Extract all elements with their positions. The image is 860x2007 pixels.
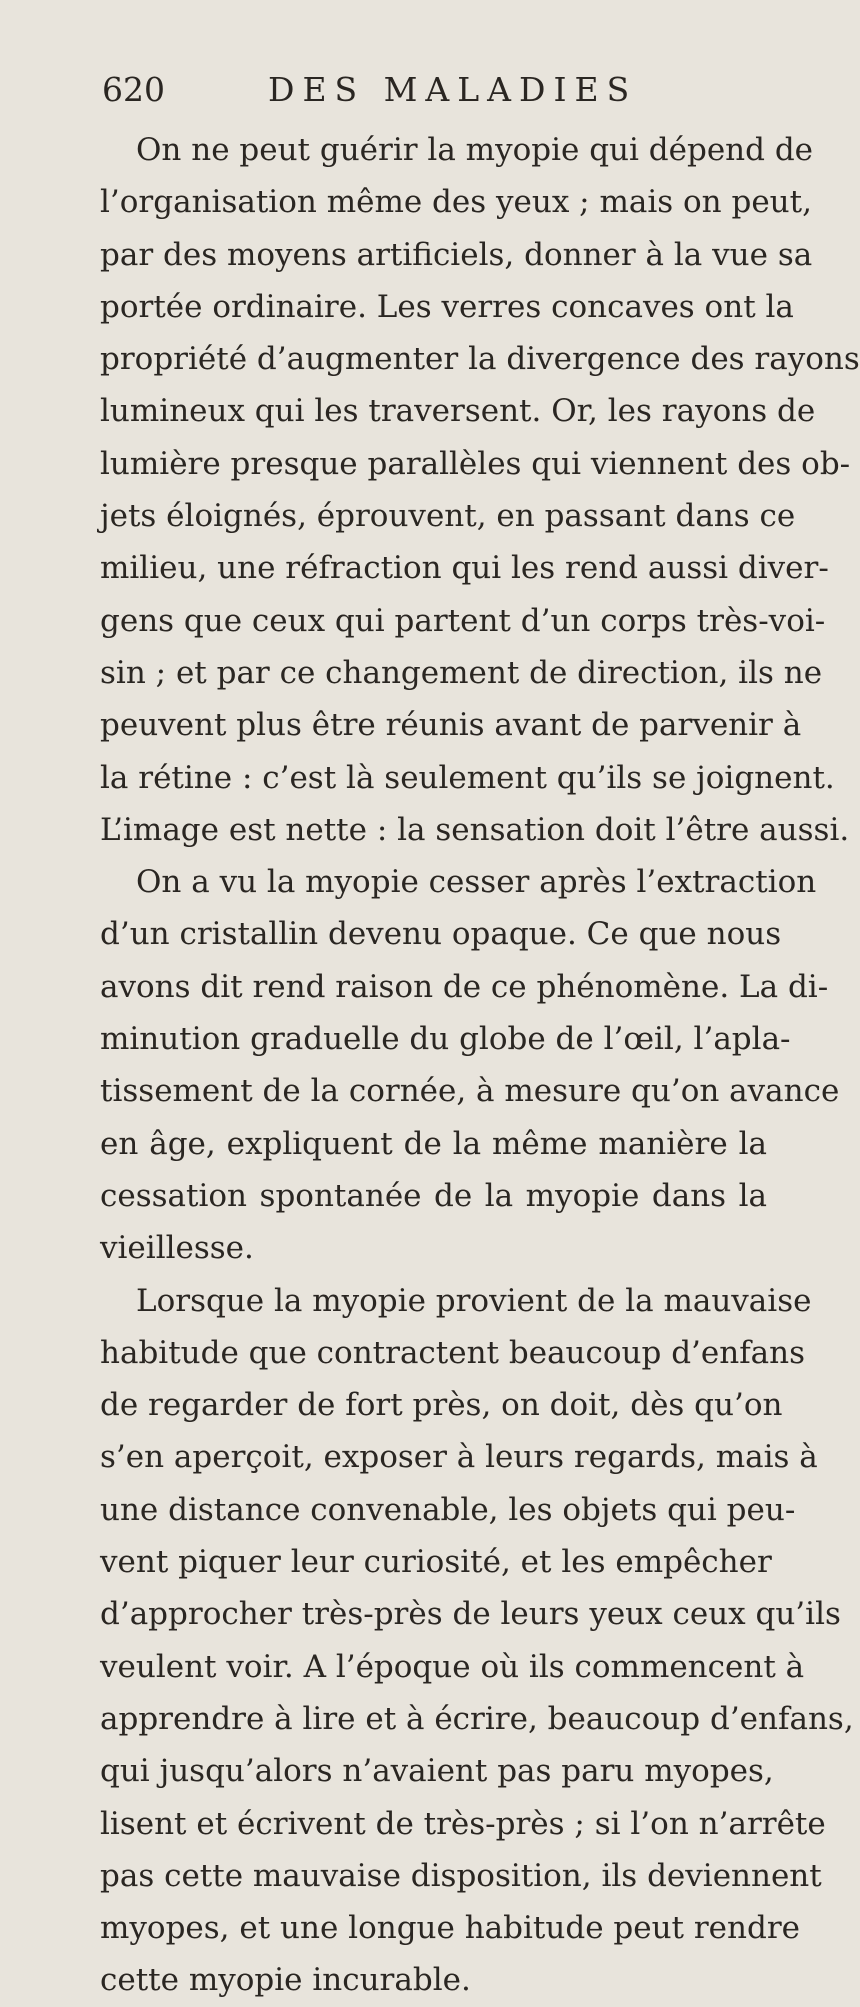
text-line: avons dit rend raison de ce phénomène. La di- <box>100 968 829 1005</box>
text-line: On a vu la myopie cesser après l’extraction <box>136 864 817 901</box>
text-line: minution graduelle du globe de l’œil, l’apla- <box>100 1021 791 1058</box>
text-line: la rétine : c’est là seulement qu’ils se joignent. <box>100 759 835 796</box>
text-line: une distance convenable, les objets qui peu- <box>100 1491 796 1528</box>
text-line: lumière presque parallèles qui viennent des ob- <box>100 445 851 482</box>
text-line: Lorsque la myopie provient de la mauvaise <box>136 1282 812 1319</box>
text-line: s’en aperçoit, exposer à leurs regards, mais à <box>100 1439 818 1476</box>
text-line: myopes, et une longue habitude peut rendre <box>100 1910 800 1947</box>
text-line: habitude que contractent beaucoup d’enfans <box>100 1334 806 1371</box>
text-line: milieu, une réfraction qui les rend aussi diver- <box>100 550 829 587</box>
text-line: tissement de la cornée, à mesure qu’on avance <box>100 1073 840 1110</box>
text-line: sin ; et par ce changement de direction, ils ne <box>100 654 823 691</box>
text-line: veulent voir. A l’époque où ils commencent à <box>100 1648 805 1685</box>
text-line: jets éloignés, éprouvent, en passant dans ce <box>100 498 796 535</box>
text-line: de regarder de fort près, on doit, dès qu’on <box>100 1387 783 1424</box>
text-line: cessation spontanée de la myopie dans la <box>100 1177 767 1214</box>
text-line: par des moyens artificiels, donner à la vue sa <box>100 236 813 273</box>
paragraph <box>100 856 840 1274</box>
text-line: On ne peut guérir la myopie qui dépend de <box>136 132 814 168</box>
text-line: l’organisation même des yeux ; mais on peut, <box>100 184 812 221</box>
text-line: en âge, expliquent de la même manière la <box>100 1125 767 1162</box>
text-line: propriété d’augmenter la divergence des rayons <box>100 341 860 378</box>
text-line: qui jusqu’alors n’avaient pas paru myopes, <box>100 1753 774 1790</box>
text-line: L’image est nette : la sensation doit l’être aussi. <box>100 811 850 848</box>
page-header <box>0 62 800 118</box>
text-line: vent piquer leur curiosité, et les empêcher <box>100 1544 772 1581</box>
text-line: lumineux qui les traversent. Or, les rayons de <box>100 393 816 430</box>
text-line: portée ordinaire. Les verres concaves ont la <box>100 288 794 325</box>
body-text <box>100 124 860 2007</box>
text-line: lisent et écrivent de très-près ; si l’on n’arrête <box>100 1805 826 1842</box>
text-line: apprendre à lire et à écrire, beaucoup d’enfans, <box>100 1700 854 1737</box>
paragraph <box>100 1275 854 2007</box>
text-line: peuvent plus être réunis avant de parvenir à <box>100 707 802 744</box>
page-number: 620 <box>102 70 165 109</box>
text-line: d’un cristallin devenu opaque. Ce que nous <box>100 916 782 953</box>
text-line: d’approcher très-près de leurs yeux ceux qu’ils <box>100 1596 841 1633</box>
text-line: vieillesse. <box>100 1230 254 1267</box>
paragraph <box>100 124 860 856</box>
text-line: pas cette mauvaise disposition, ils deviennent <box>100 1857 822 1894</box>
running-head: DES MALADIES <box>268 70 638 109</box>
text-line: cette myopie incurable. <box>100 1962 471 1999</box>
text-line: gens que ceux qui partent d’un corps très-voi- <box>100 602 826 639</box>
